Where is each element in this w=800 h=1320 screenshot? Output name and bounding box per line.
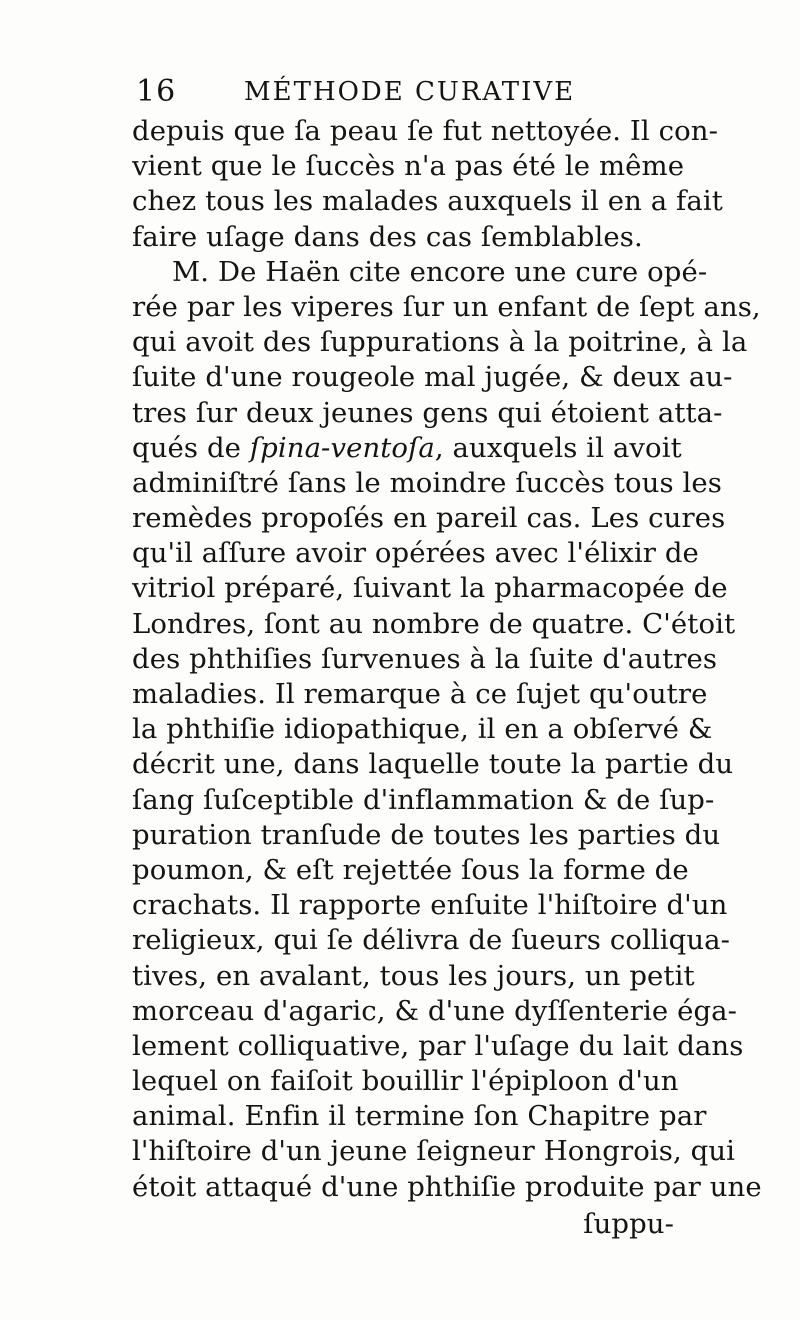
text-line: l'hiſtoire d'un jeune ſeigneur Hongrois, qui	[132, 1135, 736, 1168]
text-line: lequel on faiſoit bouillir l'épiploon d'un	[132, 1065, 679, 1098]
text-line: rée par les viperes ſur un enfant de ſept ans,	[132, 290, 761, 323]
text-line: vient que le ſuccès n'a pas été le même	[132, 150, 685, 183]
paragraph-start-line: M. De Haën cite encore une cure opé-	[172, 255, 708, 288]
text-line-with-italic	[132, 431, 682, 466]
text-line: puration tranſude de toutes les parties du	[132, 818, 721, 851]
text-line: tres ſur deux jeunes gens qui étoient atta-	[132, 396, 723, 429]
text-line: adminiſtré ſans le moindre ſuccès tous les	[132, 466, 722, 499]
text-line: chez tous les malades auxquels il en a fait	[132, 185, 723, 218]
text-line: poumon, & eſt rejettée ſous la forme de	[132, 853, 689, 886]
page-number: 16	[136, 74, 177, 109]
text-line: depuis que ſa peau ſe fut nettoyée. Il con-	[132, 115, 718, 147]
text-line: religieux, qui ſe délivra de ſueurs colliqua-	[132, 924, 731, 957]
text-segment: qués de	[132, 431, 250, 464]
catchword: ſuppu-	[583, 1207, 674, 1240]
text-line: qu'il aſſure avoir opérées avec l'élixir de	[132, 537, 699, 570]
running-head: MÉTHODE CURATIVE	[244, 77, 576, 107]
text-line: des phthiſies ſurvenues à la ſuite d'autres	[132, 642, 718, 675]
text-line: morceau d'agaric, & d'une dyſſenterie éga-	[132, 994, 738, 1027]
text-line: ſuite d'une rougeole mal jugée, & deux au-	[132, 361, 733, 394]
text-line: Londres, ſont au nombre de quatre. C'étoit	[132, 607, 736, 640]
italic-term: ſpina-ventoſa	[249, 431, 435, 464]
text-segment: , auxquels il avoit	[434, 431, 682, 464]
text-line: vitriol préparé, ſuivant la pharmacopée de	[132, 572, 728, 605]
text-line: la phthiſie idiopathique, il en a obſervé &	[132, 713, 713, 746]
text-line: crachats. Il rapporte enſuite l'hiſtoire d'un	[132, 889, 728, 922]
text-line: tives, en avalant, tous les jours, un petit	[132, 959, 695, 992]
text-line: remèdes propoſés en pareil cas. Les cures	[132, 502, 726, 535]
page-header	[136, 70, 676, 114]
text-line: étoit attaqué d'une phthiſie produite par une	[132, 1170, 762, 1203]
text-line: faire uſage dans des cas ſemblables.	[132, 220, 643, 253]
text-line: maladies. Il remarque à ce ſujet qu'outre	[132, 678, 708, 710]
text-line: ſang ſuſceptible d'inflammation & de ſup-	[132, 783, 715, 816]
text-line: lement colliquative, par l'uſage du lait dans	[132, 1029, 744, 1062]
text-line: qui avoit des ſuppurations à la poitrine, à la	[132, 326, 748, 359]
text-line: décrit une, dans laquelle toute la partie du	[132, 748, 734, 781]
text-line: animal. Enfin il termine ſon Chapitre par	[132, 1100, 707, 1133]
body-text	[132, 114, 762, 1242]
